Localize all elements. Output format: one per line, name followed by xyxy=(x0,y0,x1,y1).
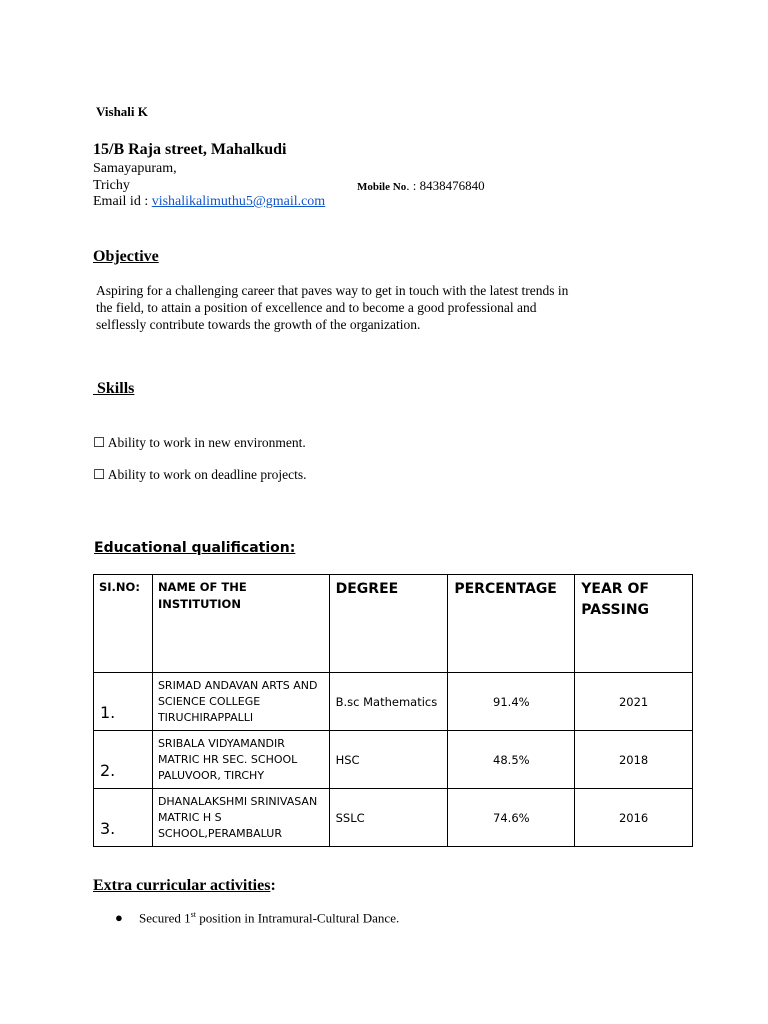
objective-text: Aspiring for a challenging career that paves way to get in touch with the latest trends in the field, to attain a position of excellence and to become a good professional and selflessly contribute towards the growth of the organization. xyxy=(96,283,569,332)
table-row xyxy=(94,673,693,731)
cell-sno: 3. xyxy=(94,789,153,847)
mobile-value: 8438476840 xyxy=(419,178,485,193)
table-row xyxy=(94,731,693,789)
table-header-row xyxy=(94,575,693,673)
skills-heading: Skills xyxy=(93,380,135,397)
email-link[interactable]: vishalikalimuthu5@gmail.com xyxy=(151,194,326,209)
header-institution: NAME OF THE INSTITUTION xyxy=(152,575,329,673)
cell-degree: B.sc Mathematics xyxy=(329,673,448,731)
extra-heading-suffix: : xyxy=(270,877,276,894)
extra-heading-text: Extra curricular activities xyxy=(93,877,271,894)
cell-institution: SRIMAD ANDAVAN ARTS AND SCIENCE COLLEGE TIRUCHIRAPPALLI xyxy=(152,673,329,731)
cell-percentage: 48.5% xyxy=(448,731,575,789)
item-sup: st xyxy=(190,910,196,919)
header-year: YEAR OF PASSING xyxy=(575,575,693,673)
cell-institution: DHANALAKSHMI SRINIVASAN MATRIC H S SCHOOL,PERAMBALUR xyxy=(152,789,329,847)
mobile-separator: . : xyxy=(406,178,420,193)
list-item xyxy=(115,910,399,926)
cell-year: 2016 xyxy=(575,789,693,847)
email-label: Email id : xyxy=(93,194,152,209)
cell-sno: 1. xyxy=(94,673,153,731)
header-degree: DEGREE xyxy=(329,575,448,673)
mobile-number xyxy=(357,178,485,194)
header-percentage: PERCENTAGE xyxy=(448,575,575,673)
address-line-1: 15/B Raja street, Mahalkudi xyxy=(93,141,287,158)
bullet-icon: ● xyxy=(115,910,123,926)
cell-degree: HSC xyxy=(329,731,448,789)
address-line-2: Samayapuram, xyxy=(93,161,177,176)
cell-year: 2018 xyxy=(575,731,693,789)
objective-heading: Objective xyxy=(93,248,159,265)
table-row xyxy=(94,789,693,847)
mobile-label: Mobile No xyxy=(357,181,407,193)
cell-year: 2021 xyxy=(575,673,693,731)
candidate-name: Vishali K xyxy=(96,104,148,119)
item-post: position in Intramural-Cultural Dance. xyxy=(195,910,400,926)
cell-institution: SRIBALA VIDYAMANDIR MATRIC HR SEC. SCHOOL PALUVOOR, TIRCHY xyxy=(152,731,329,789)
cell-sno: 2. xyxy=(94,731,153,789)
extra-curricular-heading xyxy=(93,877,276,895)
education-heading: Educational qualification: xyxy=(94,540,296,556)
email-line xyxy=(93,194,325,210)
education-table xyxy=(93,574,693,847)
cell-percentage: 74.6% xyxy=(448,789,575,847)
item-pre: Secured 1 xyxy=(139,910,191,926)
skill-item: ☐ Ability to work on deadline projects. xyxy=(93,467,307,482)
header-sno: SI.NO: xyxy=(94,575,153,673)
cell-percentage: 91.4% xyxy=(448,673,575,731)
address-line-3: Trichy xyxy=(93,178,130,193)
skill-item: ☐ Ability to work in new environment. xyxy=(93,435,306,450)
cell-degree: SSLC xyxy=(329,789,448,847)
